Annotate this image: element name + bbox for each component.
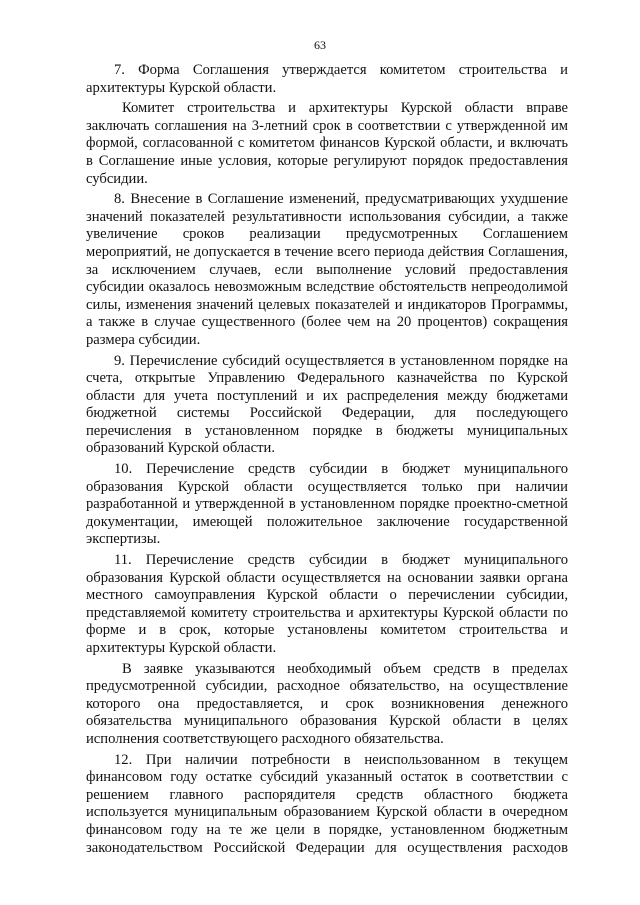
paragraph-7-continuation: Комитет строительства и архитектуры Курской области вправе заключать соглашения на 3-летний срок в соответствии с утвержденной им формой, согласованной с комитетом финансов Курской области, и включать в Соглашение иные условия, которые регулируют порядок предоставления субсидии. xyxy=(86,100,568,187)
paragraph-10: 10. Перечисление средств субсидии в бюджет муниципального образования Курской области осуществляется только при наличии разработанной и утвержденной в установленном порядке проектно-сметной документации, имеющей положительное заключение государственной экспертизы. xyxy=(86,461,568,548)
paragraph-12: 12. При наличии потребности в неиспользованном в текущем финансовом году остатке субсидий указанный остаток в соответствии с решением главного распорядителя средств областного бюджета используется муниципальным образованием Курской области в очередном финансовом году на те же цели в порядке, установленном бюджетным законодательством Российской Федерации для осуществления расходов xyxy=(86,751,568,856)
paragraph-9: 9. Перечисление субсидий осуществляется в установленном порядке на счета, открытые Управлению Федерального казначейства по Курской области для учета поступлений и их распределения между бюджетами бюджетной системы Российской Федерации, для последующего перечисления в установленном порядке в бюджеты муниципальных образований Курской области. xyxy=(86,352,568,457)
document-body xyxy=(86,62,568,860)
paragraph-7: 7. Форма Соглашения утверждается комитетом строительства и архитектуры Курской области. xyxy=(86,62,568,96)
page-number: 63 xyxy=(314,38,326,52)
paragraph-11: 11. Перечисление средств субсидии в бюджет муниципального образования Курской области осуществляется на основании заявки органа местного самоуправления Курской области о перечислении субсидии, представляемой комитету строительства и архитектуры Курской области по форме и в срок, которые установлены комитетом строительства и архитектуры Курской области. xyxy=(86,552,568,656)
paragraph-8: 8. Внесение в Соглашение изменений, предусматривающих ухудшение значений показателей результативности использования субсидии, а также увеличение сроков реализации предусмотренных Соглашением мероприятий, не допускается в течение всего периода действия Соглашения, за исключением случаев, если выполнение условий предоставления субсидии оказалось невозможным вследствие обстоятельств непреодолимой силы, изменения значений целевых показателей и индикаторов Программы, а также в случае существенного (более чем на 20 процентов) сокращения размера субсидии. xyxy=(86,191,568,348)
paragraph-11-continuation: В заявке указываются необходимый объем средств в пределах предусмотренной субсидии, расходное обязательство, на осуществление которого она предоставляется, и срок возникновения денежного обязательства муниципального образования Курской области в целях исполнения соответствующего расходного обязательства. xyxy=(86,660,568,747)
